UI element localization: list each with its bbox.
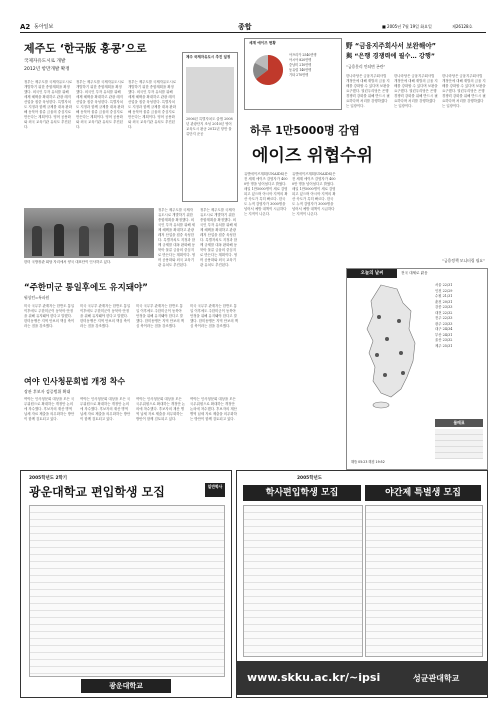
byline: 워싱턴=특파원 xyxy=(24,295,50,300)
weather-row: 전주 22/33 xyxy=(435,316,453,320)
chart-label: 세계 에이즈 현황 xyxy=(249,41,276,45)
ad-footer: 광운대학교 xyxy=(81,679,171,693)
right-subheadline: 與 “은행 경쟁력에 필수… 강행” xyxy=(346,53,435,60)
body-text-col3: 정부는 제주도를 국제자유도시로 개발하기 위한 종합계획을 확정했다. 외국인 투자 유치를 위해 세제 혜택을 확대하고 관광 레저 산업을 집중 육성한다. 특별자치도 지정과 함께 규제를 대폭 완화해 동북아 물류 금융의 중심지로 만든다는 계획이다. 영어 공용화와 외국 교육기관 유치도 추진된다. xyxy=(128,80,176,129)
ad-tagline: 2005학년도 xyxy=(297,476,322,481)
masthead-rule xyxy=(20,32,486,33)
sun-times: 해뜸 05:23 해짐 19:52 xyxy=(351,460,385,464)
weather-table xyxy=(435,283,483,349)
ad-info-table-2 xyxy=(365,505,483,657)
weather-row: 강릉 23/33 xyxy=(435,305,453,309)
tide-table xyxy=(435,429,483,459)
body-text-col3: 여야는 인사청문회 대상을 모든 국무위원으로 확대하는 개정안 논의에 착수했다. 후보자의 재산 병역 납세 자료 제출을 의무화하는 방안이 함께 검토되고 있다. xyxy=(136,397,186,421)
body-text-col3: 미국 국무부 관계자는 한반도 통일 이후에도 주한미군이 동북아 안정을 위해 유지돼야 한다고 말했다. 한미동맹은 지역 안보의 핵심 축이라는 점을 강조했다. xyxy=(136,304,184,328)
ad-sungkyunkwan xyxy=(236,470,488,698)
weather-row: 제주 25/31 xyxy=(435,343,453,348)
body-text: 여야는 인사청문회 대상을 모든 국무위원으로 확대하는 개정안 논의에 착수했다. 후보자의 재산 병역 납세 자료 제출을 의무화하는 방안이 함께 검토되고 있다. xyxy=(24,397,75,421)
weather-box xyxy=(346,268,488,470)
ad-url-link[interactable]: www.skku.ac.kr/~ipsi xyxy=(247,671,381,684)
body-text-col2: 미국 국무부 관계자는 한반도 통일 이후에도 주한미군이 동북아 안정을 위해 유지돼야 한다고 말했다. 한미동맹은 지역 안보의 핵심 축이라는 점을 강조했다. xyxy=(80,304,131,328)
right-headline: 野 “금융지주회사서 보완해야” xyxy=(346,42,436,50)
ad-title-1: 학사편입학생 모집 xyxy=(243,485,361,501)
right-body-col3: 한나라당은 금융지주회사법 개정안에 대해 재벌의 금융 지배를 강화할 수 있다며 보완을 요구했다. 열린우리당은 은행 경쟁력 강화를 위해 반드시 필요하다며 처리를 강행하겠다는 입장이다. xyxy=(442,74,486,108)
ad-badge: 일반학사 xyxy=(205,483,225,497)
body-text: 정부는 제주도를 국제자유도시로 개발하기 위한 종합계획을 확정했다. 외국인 투자 유치를 위해 세제 혜택을 확대하고 관광 레저 산업을 집중 육성한다. 특별자치도 지정과 함께 규제를 대폭 완화해 동북아 물류 금융의 중심지로 만든다는 계획이다. 영어 공용화와 외국 교육기관 유치도 추진된다. xyxy=(24,80,72,129)
body-text-col2: 정부는 제주도를 국제자유도시로 개발하기 위한 종합계획을 확정했다. 외국인 투자 유치를 위해 세제 혜택을 확대하고 관광 레저 산업을 집중 육성한다. 특별자치도 지정과 함께 규제를 대폭 완화해 동북아 물류 금융의 중심지로 만든다는 계획이다. 영어 공용화와 외국 교육기관 유치도 추진된다. xyxy=(76,80,124,129)
legend-item: 기타 270만명 xyxy=(289,73,309,77)
korea-map xyxy=(351,281,431,411)
ad-footer-bar xyxy=(237,661,487,695)
headline: 제주도 ‘한국版 홍콩’으로 xyxy=(24,42,147,55)
legend-item: 동유럽 140만명 xyxy=(289,68,312,72)
subheadline-2: 2012년 항만개발 확정 xyxy=(24,67,70,72)
right-section-label: “금융분리 안되면 곤란” xyxy=(346,64,386,69)
weather-row: 부산 24/31 xyxy=(435,332,453,337)
legend-item: 중남미 210만명 xyxy=(289,63,312,67)
body-text-col4: 미국 국무부 관계자는 한반도 통일 이후에도 주한미군이 동북아 안정을 위해 유지돼야 한다고 말했다. 한미동맹은 지역 안보의 핵심 축이라는 점을 강조했다. xyxy=(190,304,238,328)
body-text-col2: 유엔에이즈계획(UNAIDS)은 전 세계 에이즈 감염자가 4000만 명을 넘어섰다고 밝혔다. 매일 1만5000명이 새로 감염되고 있으며 아시아 지역의 확산 속도가 특히 빠르다. 한국도 누적 감염자가 3000명을 넘어서 예방 대책이 시급하다는 지적이 나온다. xyxy=(292,172,336,216)
aids-subheadline: 에이즈 위협수위 xyxy=(252,146,373,166)
section-name: 종합 xyxy=(238,23,252,31)
weather-row: 서울 22/31 xyxy=(435,283,453,287)
body-text-col5: 정부는 제주도를 국제자유도시로 개발하기 위한 종합계획을 확정했다. 외국인 투자 유치를 위해 세제 혜택을 확대하고 관광 레저 산업을 집중 육성한다. 특별자치도 지정과 함께 규제를 대폭 완화해 동북아 물류 금융의 중심지로 만든다는 계획이다. 영어 공용화와 외국 교육기관 유치도 추진된다. xyxy=(200,208,238,267)
issue-date: ■ 2005년 7월 19일 화요일 xyxy=(382,24,432,29)
weather-subtitle: 전국 대체로 맑음 xyxy=(401,271,428,275)
photo-ceremony xyxy=(24,208,154,258)
ad-tagline: 2005학년도 2학기 xyxy=(29,476,68,481)
tide-title: 물때표 xyxy=(435,419,483,427)
right-body: 한나라당은 금융지주회사법 개정안에 대해 재벌의 금융 지배를 강화할 수 있다며 보완을 요구했다. 열린우리당은 은행 경쟁력 강화를 위해 반드시 필요하다며 처리를 강행하겠다는 입장이다. xyxy=(346,74,390,108)
weather-row: 수원 21/31 xyxy=(435,294,453,298)
page-number: A2 xyxy=(20,23,31,31)
body-text-col4: 정부는 제주도를 국제자유도시로 개발하기 위한 종합계획을 확정했다. 외국인 투자 유치를 위해 세제 혜택을 확대하고 관광 레저 산업을 집중 육성한다. 특별자치도 지정과 함께 규제를 대폭 완화해 동북아 물류 금융의 중심지로 만든다는 계획이다. 영어 공용화와 외국 교육기관 유치도 추진된다. xyxy=(158,208,196,267)
weather-row: 대전 22/32 xyxy=(435,310,453,315)
aids-chart-box xyxy=(244,38,342,110)
body-text-col2: 여야는 인사청문회 대상을 모든 국무위원으로 확대하는 개정안 논의에 착수했다. 후보자의 재산 병역 납세 자료 제출을 의무화하는 방안이 함께 검토되고 있다. xyxy=(80,397,131,421)
photo-caption: 한미 국방장관 회담 자리에서 양국 대표단이 인사하고 있다. xyxy=(24,260,112,264)
weather-row: 울산 23/32 xyxy=(435,338,453,342)
right-body-col2: 한나라당은 금융지주회사법 개정안에 대해 재벌의 금융 지배를 강화할 수 있다며 보완을 요구했다. 열린우리당은 은행 경쟁력 강화를 위해 반드시 필요하다며 처리를 강행하겠다는 입장이다. xyxy=(394,74,438,108)
ad-kwangwoon xyxy=(20,470,232,698)
info-box-table xyxy=(186,67,234,113)
paper-name: 동아일보 xyxy=(34,24,54,30)
body-text: 미국 국무부 관계자는 한반도 통일 이후에도 주한미군이 동북아 안정을 위해 유지돼야 한다고 말했다. 한미동맹은 지역 안보의 핵심 축이라는 점을 강조했다. xyxy=(24,304,75,328)
ad-title-2: 야간제 특별생 모집 xyxy=(365,485,481,501)
body-text-col4: 여야는 인사청문회 대상을 모든 국무위원으로 확대하는 개정안 논의에 착수했다. 후보자의 재산 병역 납세 자료 제출을 의무화하는 방안이 함께 검토되고 있다. xyxy=(190,397,237,421)
subheadline: 국제자유도시로 개발 xyxy=(24,59,66,64)
ad-title: 광운대학교 편입학생 모집 xyxy=(29,485,165,499)
info-box-text: 2006년 특별자치도 출범 2008년 관광단지 조성 2010년 영어교육도시 완공 2012년 항만 물류단지 준공 xyxy=(186,117,233,136)
headline: “주한미군 통일후에도 유지돼야” xyxy=(24,283,148,293)
weather-title: 오늘의 날씨 xyxy=(347,269,397,278)
ad-footer-name: 성균관대학교 xyxy=(413,674,460,683)
info-box-title: 제주 국제자유도시 추진 일정 xyxy=(186,55,231,59)
body-text: 유엔에이즈계획(UNAIDS)은 전 세계 에이즈 감염자가 4000만 명을 넘어섰다고 밝혔다. 매일 1만5000명이 새로 감염되고 있으며 아시아 지역의 확산 속도가 특히 빠르다. 한국도 누적 감염자가 3000명을 넘어서 예방 대책이 시급하다는 지적이 나온다. xyxy=(244,172,288,216)
right-quote-head: “금융정책 모니터링 필요” xyxy=(442,258,486,263)
weather-row: 춘천 20/31 xyxy=(435,299,453,304)
legend-item: 아프리카 2540만명 xyxy=(289,53,317,57)
subheadline: 장관 후보자 검증범위 확대 xyxy=(24,389,71,394)
weather-row: 대구 24/34 xyxy=(435,327,453,331)
pie-chart xyxy=(251,53,285,87)
aids-headline: 하루 1만5000명 감염 xyxy=(250,124,360,137)
info-box xyxy=(182,52,238,202)
ad-info-table-1 xyxy=(243,505,363,657)
issue-number: 제26128호 xyxy=(452,24,473,29)
ad-info-table xyxy=(29,505,225,677)
headline: 여야 인사청문회법 개정 착수 xyxy=(24,377,126,386)
weather-row: 인천 22/29 xyxy=(435,288,453,293)
legend-item: 아시아 820만명 xyxy=(289,58,312,62)
weather-row: 광주 23/33 xyxy=(435,321,453,326)
chart-legend xyxy=(289,53,337,78)
